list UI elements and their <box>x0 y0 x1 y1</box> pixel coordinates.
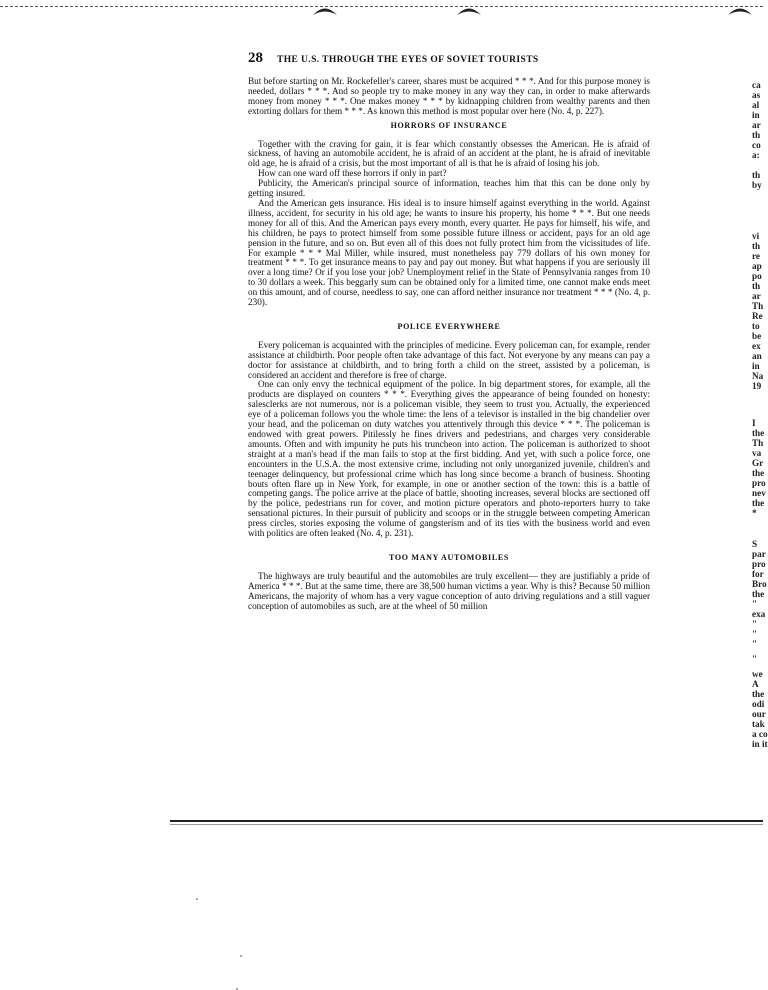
facing-page-fragment: I <box>752 418 756 428</box>
facing-page-fragment: the <box>752 428 765 438</box>
facing-page-fragment: vi <box>752 231 760 241</box>
facing-page-fragment: " <box>752 599 758 609</box>
page-header <box>248 50 650 67</box>
facing-page-fragment: S <box>752 539 758 549</box>
facing-page-fragment: re <box>752 251 760 261</box>
binding-mark-icon <box>312 4 338 16</box>
facing-page-fragment: exa <box>752 609 766 619</box>
facing-page-fragment: odi <box>752 699 765 709</box>
facing-page-fragment: ca <box>752 80 761 90</box>
facing-page-fragment: Th <box>752 301 764 311</box>
facing-page-fragment: va <box>752 448 762 458</box>
paragraph: The highways are truly beautiful and the automobiles are truly excellent— they are justifiably a pride of America * * *. But at the same time, there are 38,500 human victims a year. Why is this? Because 50 million Americans, the majority of whom has a very vague conception of auto driving regulations and a still vaguer conception of automobiles as such, are at the wheel of 50 million <box>248 570 650 611</box>
paragraph: One can only envy the technical equipment of the police. In big department stores, for example, all the products are displayed on counters * * *. Everything gives the appearance of being founded on honesty: salesclerks are not numerous, nor is a policeman visible, they seem to trust you. Actually, the experienced eye of a policeman follows you the whole time: the lens of a televisor is installed in the big chandelier over your head, and the policeman on duty watches you attentively through this device * * *. The policeman is endowed with great powers. Pitilessly he fines drivers and pedestrians, and charges very considerable amounts. Often and with impunity he puts his truncheon into action. The policeman is authorized to shoot straight at a man's head if the man fails to stop at the first bidding. And yet, with such a police force, one encounters in the U.S.A. the most extensive crime, including not only unorganized juvenile, children's and teenager delinquency, but professional crime which has long since become a branch of business. Shooting bouts often flare up in New York, for example, in one or another section of the town: this is a battle of competing gangs. The police arrive at the place of battle, shooting increases, several blocks are sectioned off by the police, pedestrians run for cover, and motion picture operators and photo-reporters hurry to take sensational pictures. In their pursuit of publicity and scoops or in the struggle between competing American press circles, stories exposing the volume of gangsterism and of its ties with the business world and even with politics are often leaked (No. 4, p. 231). <box>248 379 650 539</box>
facing-page-fragment: Gr <box>752 458 764 468</box>
facing-page-fragment: we <box>752 669 763 679</box>
scan-bottom-rule-thin <box>170 824 763 825</box>
facing-page-fragment: for <box>752 569 764 579</box>
paragraph: Together with the craving for gain, it is fear which constantly obsesses the American. He is afraid of sickness, of having an automobile accident, he is afraid of an accident at the plant, he is afraid of inevitable old age, he is afraid of a crisis, but the most important of all is that he is afraid of losing his job. <box>248 138 650 169</box>
facing-page-fragment: pro <box>752 559 766 569</box>
facing-page-fragment: Th <box>752 438 764 448</box>
running-title: THE U.S. THROUGH THE EYES OF SOVIET TOURISTS <box>277 55 539 65</box>
facing-page-fragment: al <box>752 100 760 110</box>
facing-page-fragment: in it <box>752 739 768 749</box>
document-page <box>248 50 650 612</box>
facing-page-fragment: in <box>752 361 760 371</box>
facing-page-fragment: * <box>752 508 757 518</box>
paragraph: And the American gets insurance. His ideal is to insure himself against everything in the world. Against illness, accident, for security in his old age; he wants to insure his property, his home * * *. But one needs money for all of this. And the American pays every month, every quarter. He pays for himself, his wife, and his children, he pays to protect himself from some possible future illness or accident, pays for an old age pension in the future, and so on. But even all of this does not fully protect him from the vicissitudes of life. For example * * * Mal Miller, while insured, must nonetheless pay 779 dollars of his own money for treatment * * *. To get insurance means to pay and pay out money. But what happens if you are seriously ill over a long time? Or if you lose your job? Unemployment relief in the State of Pennsylvania ranges from 10 to 30 dollars a week. This beggarly sum can be obtained only for a limited time, one cannot make ends meet on this amount, and of course, needless to say, one can afford neither insurance nor treatment * * * (No. 4, p. 230). <box>248 197 650 308</box>
facing-page-fragment: ar <box>752 120 761 130</box>
facing-page-fragment: tak <box>752 719 765 729</box>
facing-page-fragment: ar <box>752 291 761 301</box>
facing-page-fragment: co <box>752 140 761 150</box>
facing-page-fragment: Re <box>752 311 763 321</box>
facing-page-fragment: ap <box>752 261 762 271</box>
facing-page-fragment: 19 <box>752 381 762 391</box>
facing-page-fragment: in <box>752 110 760 120</box>
facing-page-fragment: th <box>752 170 761 180</box>
facing-page-fragment: be <box>752 331 762 341</box>
scan-speck <box>240 955 242 957</box>
scan-speck <box>196 898 198 900</box>
facing-page-fragment: " <box>752 619 758 629</box>
facing-page-fragment: Na <box>752 371 764 381</box>
facing-page-fragment: the <box>752 468 765 478</box>
facing-page-fragment: " <box>752 629 758 639</box>
facing-page-fragment: th <box>752 241 761 251</box>
facing-page-fragment: as <box>752 90 761 100</box>
page-number: 28 <box>248 50 263 66</box>
facing-page-fragment: an <box>752 351 762 361</box>
facing-page-fragment: Bro <box>752 579 767 589</box>
facing-page-fragment: " <box>752 654 758 664</box>
paragraph: Publicity, the American's principal source of information, teaches him that this can be done only by getting insured. <box>248 178 650 199</box>
binding-mark-icon <box>456 4 482 16</box>
facing-page-fragment: " <box>752 639 758 649</box>
facing-page-fragment: nev <box>752 488 766 498</box>
facing-page-fragment: a: <box>752 150 760 160</box>
binding-mark-icon <box>727 4 753 16</box>
section-heading-insurance: HORRORS OF INSURANCE <box>390 120 508 130</box>
facing-page-fragment: the <box>752 689 765 699</box>
facing-page-fragment: th <box>752 130 761 140</box>
paragraph: How can one ward off these horrors if only in part? <box>258 168 447 179</box>
section-heading-police: POLICE EVERYWHERE <box>397 321 501 331</box>
facing-page-fragment: by <box>752 180 762 190</box>
facing-page-fragment: th <box>752 281 761 291</box>
facing-page-fragment: pro <box>752 478 766 488</box>
scan-top-border <box>0 6 763 7</box>
scan-bottom-rule <box>170 820 763 822</box>
page-body <box>248 77 650 612</box>
facing-page-fragment: par <box>752 549 766 559</box>
intro-paragraph: But before starting on Mr. Rockefeller's career, shares must be acquired * * *. And for this purpose money is needed, dollars * * *. And so people try to make money in any way they can, in order to make afterwards money from money * * *. One makes money * * * by kidnapping children from wealthy parents and then extorting dollars for them * * *. As known this method is most popular over here (No. 4, p. 227). <box>248 76 650 116</box>
facing-page-fragment: a co <box>752 729 768 739</box>
facing-page-fragment: the <box>752 589 765 599</box>
paragraph: Every policeman is acquainted with the principles of medicine. Every policeman can, for example, render assistance at childbirth. Poor people often take advantage of this fact. Not everyone by any means can pay a doctor for assistance at childbirth, and to bring forth a child on the street, assisted by a policeman, is considered an accident and therefore is free of charge. <box>248 339 650 380</box>
section-heading-automobiles: TOO MANY AUTOMOBILES <box>388 552 510 562</box>
facing-page-fragment: to <box>752 321 760 331</box>
facing-page-fragment: the <box>752 498 765 508</box>
facing-page-fragment: ex <box>752 341 761 351</box>
facing-page-fragment: our <box>752 709 766 719</box>
facing-page-fragment: A <box>752 679 759 689</box>
facing-page-fragment: po <box>752 271 762 281</box>
